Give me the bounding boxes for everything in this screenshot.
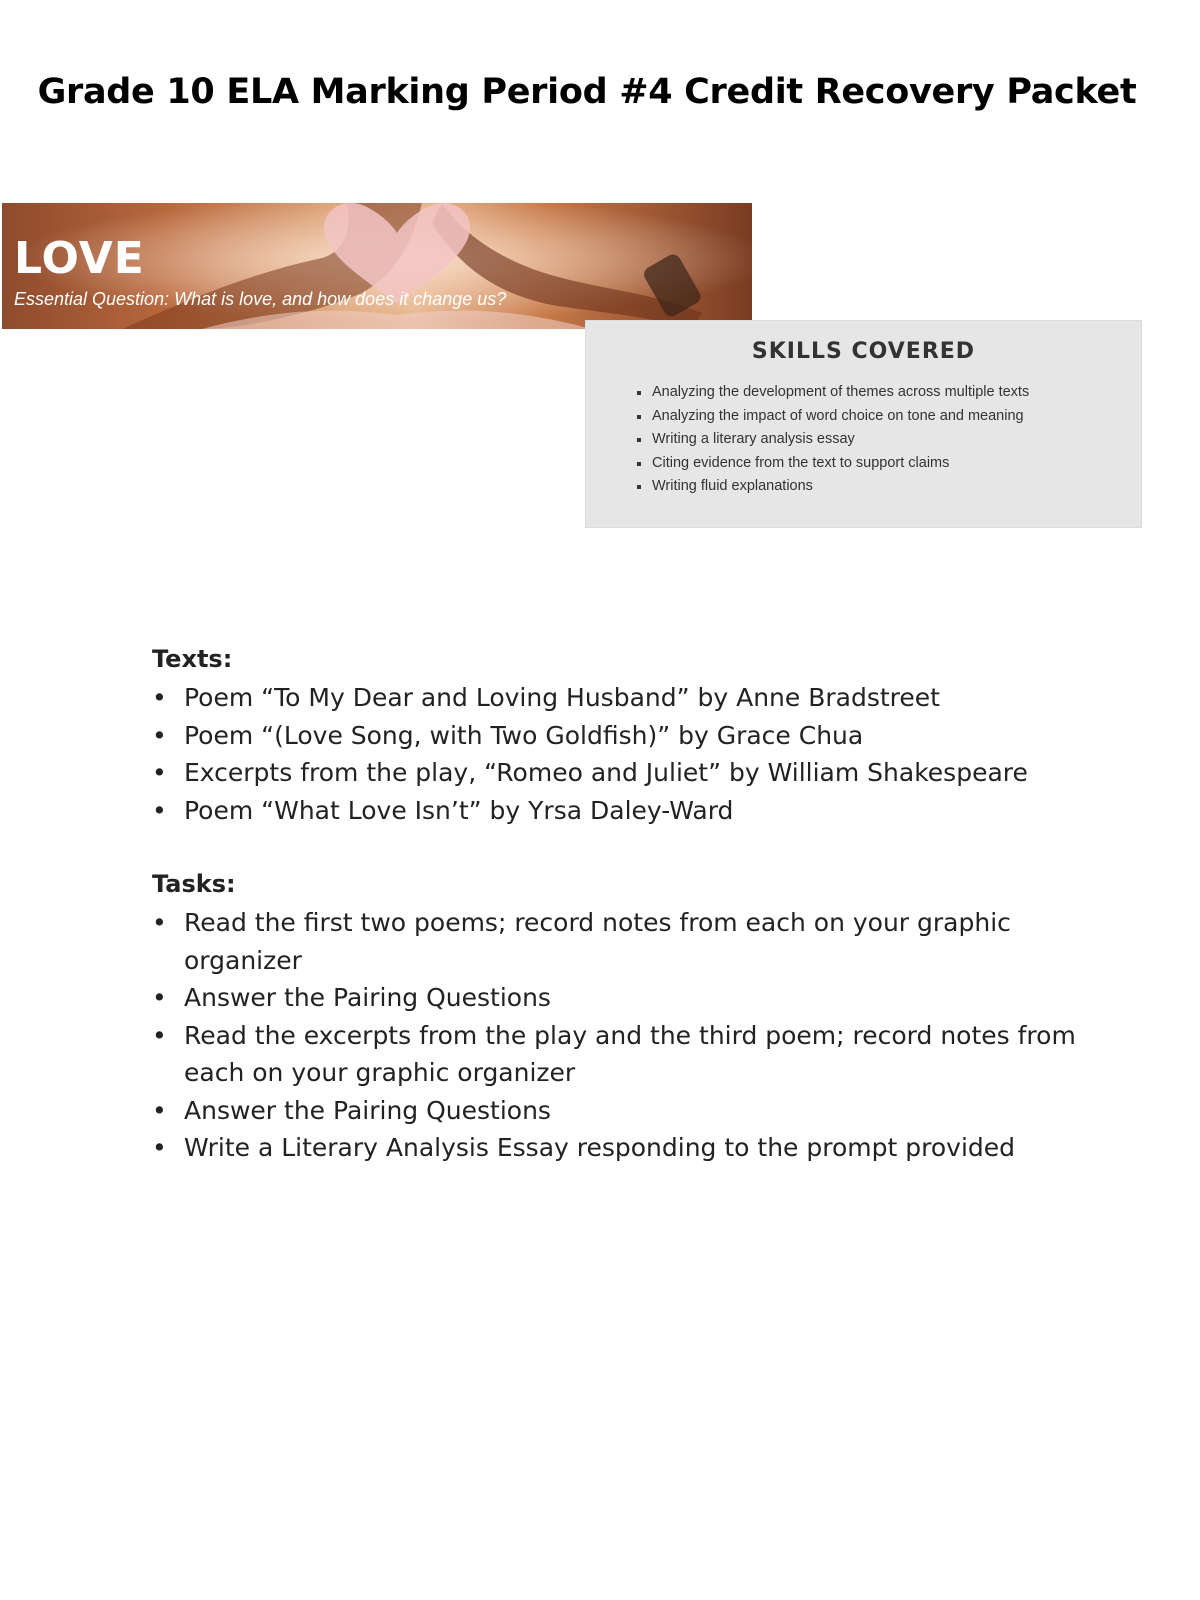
bullet-icon: •: [152, 683, 167, 712]
texts-list: [152, 679, 1112, 829]
task-item-label: Read the excerpts from the play and the third poem; record notes from each on your graphic organizer: [184, 1020, 1076, 1087]
task-item: [152, 979, 1092, 1017]
skill-item: Analyzing the development of themes across multiple texts: [652, 381, 1029, 405]
text-item: [152, 679, 1112, 717]
tasks-heading: Tasks:: [152, 870, 236, 898]
task-item: [152, 1092, 1092, 1130]
bullet-icon: •: [152, 1095, 167, 1125]
tasks-list: [152, 904, 1092, 1167]
essential-question: Essential Question: What is love, and how does it change us?: [14, 289, 507, 309]
banner-heading: LOVE: [14, 233, 145, 284]
skills-title: SKILLS COVERED: [751, 339, 976, 364]
text-item-label: Excerpts from the play, “Romeo and Juliet” by William Shakespeare: [184, 758, 1028, 787]
text-item-label: Poem “(Love Song, with Two Goldfish)” by Grace Chua: [184, 720, 864, 750]
text-item: [152, 717, 1112, 755]
skill-item: Analyzing the impact of word choice on tone and meaning: [652, 405, 1029, 429]
bullet-icon: •: [152, 1020, 167, 1050]
task-item-label: Answer the Pairing Questions: [184, 983, 551, 1012]
skills-covered-box: [585, 320, 1142, 528]
task-item: [152, 904, 1092, 979]
text-item-label: Poem “To My Dear and Loving Husband” by Anne Bradstreet: [184, 683, 940, 712]
texts-heading: Texts:: [152, 645, 233, 673]
bullet-icon: •: [152, 758, 167, 787]
love-banner: [2, 203, 752, 329]
skill-item: Writing fluid explanations: [652, 475, 1029, 499]
task-item-label: Write a Literary Analysis Essay responding to the prompt provided: [184, 1133, 1016, 1162]
skill-item: Citing evidence from the text to support claims: [652, 452, 1029, 476]
bullet-icon: •: [152, 795, 167, 825]
bullet-icon: •: [152, 1133, 167, 1162]
task-item-label: Answer the Pairing Questions: [184, 1095, 551, 1125]
page-title: Grade 10 ELA Marking Period #4 Credit Recovery Packet: [37, 72, 1137, 112]
bullet-icon: •: [152, 908, 167, 937]
task-item: [152, 1017, 1092, 1092]
bullet-icon: •: [152, 983, 167, 1012]
bullet-icon: •: [152, 720, 167, 750]
task-item: [152, 1129, 1092, 1167]
skills-list: [636, 381, 1029, 499]
text-item: [152, 754, 1112, 792]
text-item-label: Poem “What Love Isn’t” by Yrsa Daley-Ward: [184, 795, 734, 825]
skill-item: Writing a literary analysis essay: [652, 428, 1029, 452]
task-item-label: Read the first two poems; record notes from each on your graphic organizer: [184, 908, 1011, 975]
text-item: [152, 792, 1112, 830]
